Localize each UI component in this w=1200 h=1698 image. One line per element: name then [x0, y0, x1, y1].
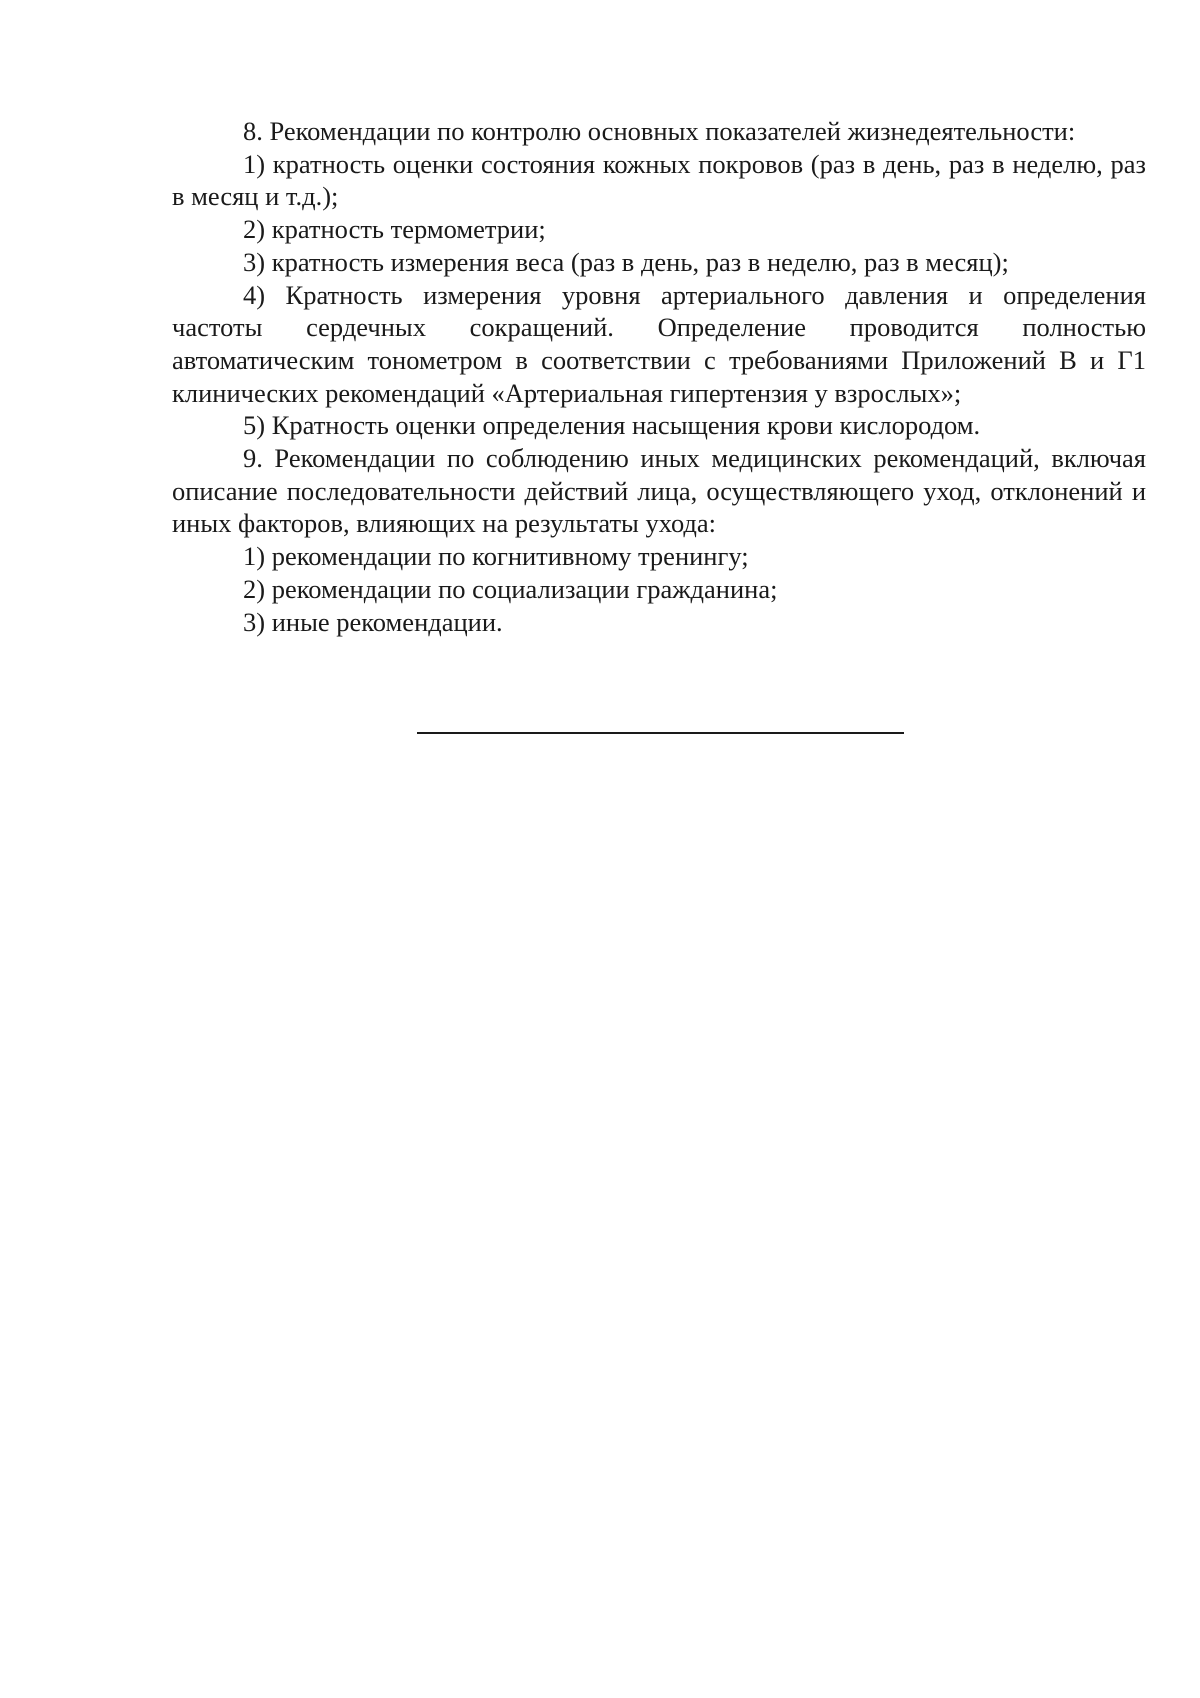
section-9-item-1: 1) рекомендации по когнитивному тренингу;	[243, 541, 749, 572]
section-9-heading: 9. Рекомендации по соблюдению иных медицинских рекомендаций, включая описание последовательности действий лица, осуществляющего уход, отклонений и иных факторов, влияющих на результаты ухода:	[172, 443, 1146, 539]
section-8-item-4: 4) Кратность измерения уровня артериального давления и определения частоты сердечных сокращений. Определение проводится полностью автоматическим тонометром в соответствии с требованиями Приложений В и Г1 клинических рекомендаций «Артериальная гипертензия у взрослых»;	[172, 279, 1146, 408]
section-8-item-1: 1) кратность оценки состояния кожных покровов (раз в день, раз в неделю, раз в месяц и т.д.);	[172, 148, 1146, 212]
end-of-document-rule	[417, 732, 904, 734]
section-9-item-2: 2) рекомендации по социализации гражданина;	[243, 573, 778, 604]
section-8-item-5: 5) Кратность оценки определения насыщения крови кислородом.	[243, 410, 981, 441]
document-body	[172, 115, 1146, 638]
section-9-item-3: 3) иные рекомендации.	[243, 606, 503, 637]
section-8-item-3: 3) кратность измерения веса (раз в день, раз в неделю, раз в месяц);	[243, 246, 1009, 277]
section-8-item-2: 2) кратность термометрии;	[243, 214, 546, 245]
section-8-heading: 8. Рекомендации по контролю основных показателей жизнедеятельности:	[243, 116, 1076, 146]
